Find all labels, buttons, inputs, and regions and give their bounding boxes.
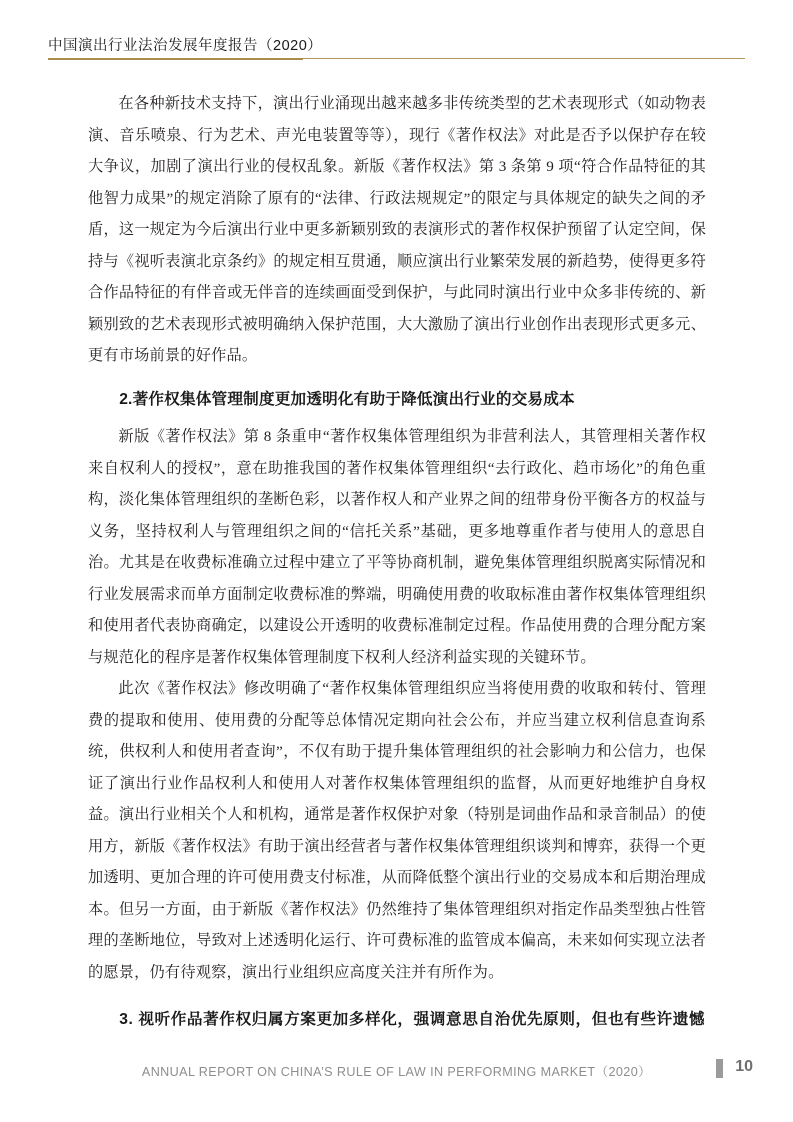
body-paragraph: 新版《著作权法》第 8 条重申“著作权集体管理组织为非营利法人，其管理相关著作权来自权利人的授权”，意在助推我国的著作权集体管理组织“去行政化、趋市场化”的角色重构，淡化集体管理组织的垄断色彩，以著作权人和产业界之间的纽带身份平衡各方的权益与义务，坚持权利人与管理组织之间的“信托关系”基础，更多地尊重作者与使用人的意思自治。尤其是在收费标准确立过程中建立了平等协商机制，避免集体管理组织脱离实际情况和行业发展需求而单方面制定收费标准的弊端，明确使用费的收取标准由著作权集体管理组织和使用者代表协商确定，以建设公开透明的收费标准制定过程。作品使用费的合理分配方案与规范化的程序是著作权集体管理制度下权利人经济利益实现的关键环节。	[88, 428, 706, 666]
header-rule-accent	[48, 58, 303, 60]
footer-marker	[716, 1059, 723, 1078]
page-footer	[0, 1055, 793, 1095]
page-content	[88, 88, 706, 1046]
section-heading: 2.著作权集体管理制度更加透明化有助于降低演出行业的交易成本	[119, 390, 575, 408]
page-number: 10	[735, 1058, 753, 1075]
header-title: 中国演出行业法治发展年度报告（2020）	[48, 38, 323, 54]
page-header	[0, 30, 793, 62]
section-heading: 3. 视听作品著作权归属方案更加多样化，强调意思自治优先原则，但也有些许遗憾	[119, 1011, 706, 1028]
body-paragraph: 在各种新技术支持下，演出行业涌现出越来越多非传统类型的艺术表现形式（如动物表演、音乐喷泉、行为艺术、声光电装置等等），现行《著作权法》对此是否予以保护存在较大争议，加剧了演出行业的侵权乱象。新版《著作权法》第 3 条第 9 项“符合作品特征的其他智力成果”的规定消除了原有的“法律、行政法规规定”的限定与具体规定的缺失之间的矛盾，这一规定为今后演出行业中更多新颖别致的表演形式的著作权保护预留了认定空间，保持与《视听表演北京条约》的规定相互贯通，顺应演出行业繁荣发展的新趋势，使得更多符合作品特征的有伴音或无伴音的连续画面受到保护，与此同时演出行业中众多非传统的、新颖别致的艺术表现形式被明确纳入保护范围，大大激励了演出行业创作出表现形式更多元、更有市场前景的好作品。	[88, 95, 706, 364]
footer-title: ANNUAL REPORT ON CHINA’S RULE OF LAW IN PERFORMING MARKET（2020）	[141, 1065, 652, 1079]
body-paragraph: 此次《著作权法》修改明确了“著作权集体管理组织应当将使用费的收取和转付、管理费的提取和使用、使用费的分配等总体情况定期向社会公布，并应当建立权利信息查询系统，供权利人和使用者查询”，不仅有助于提升集体管理组织的社会影响力和公信力，也保证了演出行业作品权利人和使用人对著作权集体管理组织的监督，从而更好地维护自身权益。演出行业相关个人和机构，通常是著作权保护对象（特别是词曲作品和录音制品）的使用方，新版《著作权法》有助于演出经营者与著作权集体管理组织谈判和博弈，获得一个更加透明、更加合理的许可使用费支付标准，从而降低整个演出行业的交易成本和后期治理成本。但另一方面，由于新版《著作权法》仍然维持了集体管理组织对指定作品类型独占性管理的垄断地位，导致对上述透明化运行、许可费标准的监管成本偏高，未来如何实现立法者的愿景，仍有待观察，演出行业组织应高度关注并有所作为。	[88, 680, 706, 981]
